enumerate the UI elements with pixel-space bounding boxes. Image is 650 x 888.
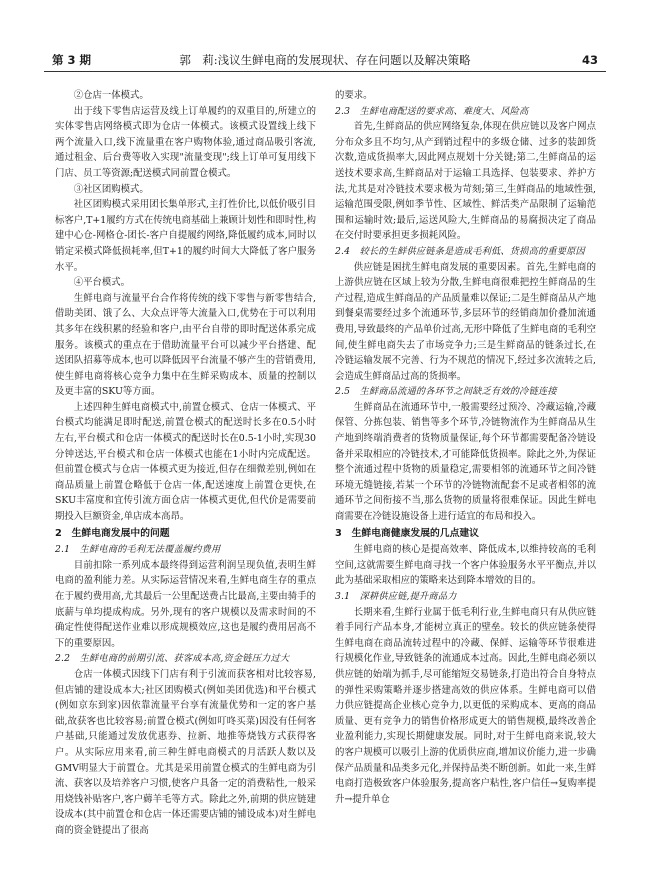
running-title: 郭 莉:浅议生鲜电商的发展现状、存在问题以及解决策略 bbox=[179, 53, 471, 67]
paragraph: 出于线下零售店运营及线上订单履约的双重目的,所建立的实体零售店网络模式即为仓店一体模式。该模式设置线上线下两个流量入口,线下流量重在客户购物体验,通过商品吸引客流,通过租金、后台费等收入实现"流量变现";线上订单可复用线下门店、员工等资源;配送模式同前置仓模式。 bbox=[55, 105, 316, 179]
subsection-heading: 2.5 生鲜商品流通的各环节之间缺乏有效的冷链连接 bbox=[335, 386, 557, 398]
subsection-heading: 3.1 深耕供应链,提升商品力 bbox=[335, 591, 457, 602]
paragraph: 长期来看,生鲜行业属于低毛利行业,生鲜电商只有从供应链着手同行产品本身,才能树立真正的壁垒。较长的供应链条使得生鲜电商在商品流转过程中的冷藏、保鲜、运输等环节很难进行规模化作业,导致链条的流通成本过高。因此,生鲜电商必须以供应链的始端为抓手,尽可能缩短交易链条,打造出符合自身特点的弹性采购策略并逐步搭建高效的供应体系。生鲜电商可以借力供应链提高企业核心竞争力,以更低的采购成本、更高的商品质量、更有竞争力的销售价格形成更大的销售规模,最终改善企业盈利能力,实现长期健康发展。同时,对于生鲜电商来说,较大的客户规模可以吸引上游的优质供应商,增加议价能力,进一步确保产品质量和品类多元化,并保持品类不断创新。如此一来,生鲜电商打造极致客户体验服务,提高客户粘性,客户信任→复购率提升→提升单仓 bbox=[335, 606, 596, 805]
subsection-heading: 2.4 较长的生鲜供应链条是造成毛利低、货损高的重要原因 bbox=[335, 245, 585, 257]
section-heading: 3 生鲜电商健康发展的几点建议 bbox=[335, 527, 479, 539]
subsection-heading: 2.1 生鲜电商的毛利无法覆盖履约费用 bbox=[55, 544, 221, 556]
page-header bbox=[44, 50, 606, 70]
paragraph: 首先,生鲜商品的供应网络复杂,体现在供应链以及客户网点分布众多且不均匀,从产到销过程中的多级仓储、过多的装卸货次数,造成货损率大,因此网点规划十分关键;第二,生鲜商品的运送技术要求高,生鲜商品对于运输工具选择、包装要求、养护方法,尤其是对冷链技术要求极为苛刻;第三,生鲜商品的地域性强,运输范围受限,例如季节性、区域性、鲜活类产品限制了运输范围和运输时效;最后,运送风险大,生鲜商品的易腐损决定了商品在交付时要承担更多损耗风险。 bbox=[335, 121, 596, 242]
paragraph: 生鲜商品在流通环节中,一般需要经过预冷、冷藏运输,冷藏保管、分拣包装、销售等多个环节,冷链物流作为生鲜商品从生产地到终端消费者的货物质量保证,每个环节都需要配备冷链设备并采取相应的冷链技术,才可能降低货损率。除此之外,为保证整个流通过程中货物的质量稳定,需要相邻的流通环节之间冷链环境无缝链接,若某一个环节的冷链物流配套不足或者相邻的流通环节之间衔接不当,那么货物的质量将很难保证。因此生鲜电商需要在冷链设施设备上进行适宜的布局和投入。 bbox=[335, 401, 596, 523]
paragraph: 生鲜电商与流量平台合作将传统的线下零售与新零售结合,借助美团、饿了么、大众点评等大流量入口,优势在于可以利用其多年在线积累的经验和客户,由平台自带的即时配送体系完成服务。该模式的重点在于借助流量平台可以减少平台搭建、配送团队招募等成本,也可以降低因平台流量不够产生的营销费用,使生鲜电商将核心竞争力集中在生鲜采购成本、质量的控制以及更丰富的SKU等方面。 bbox=[55, 292, 316, 398]
paragraph: 生鲜电商的核心是提高效率、降低成本,以维持较高的毛利空间,这就需要生鲜电商寻找一个客户体验服务水平平衡点,并以此为基础采取相应的策略来达到降本增效的目的。 bbox=[335, 544, 596, 587]
paragraph: 目前扣除一系列成本最终得到运营利润呈现负值,表明生鲜电商的盈利能力差。从实际运营情况来看,生鲜电商生存的重点在于履约费用高,尤其最后一公里配送费占比最高,主要由骑手的底薪与单均提成构成。另外,现有的客户规模以及需求时间的不确定性使得配送作业难以形成规模效应,这也是履约费用居高不下的重要原因。 bbox=[55, 559, 316, 649]
subsection-heading: 2.2 生鲜电商的前期引流、获客成本高,资金链压力过大 bbox=[55, 653, 290, 665]
page-number: 43 bbox=[581, 53, 598, 67]
paragraph: 的要求。 bbox=[335, 90, 373, 101]
paragraph: ④平台模式。 bbox=[73, 277, 131, 289]
right-column bbox=[335, 88, 596, 807]
header-rule bbox=[44, 71, 606, 72]
section-heading: 2 生鲜电商发展中的问题 bbox=[55, 527, 170, 539]
paragraph: 供应链是困扰生鲜电商发展的重要因素。首先,生鲜电商的上游供应链在区域上较为分散,生鲜电商很难把控生鲜商品的生产过程,造成生鲜商品的产品质量难以保证;二是生鲜商品从产地到餐桌需要经过多个流通环节,多层环节的经销商加价叠加流通费用,导致最终的产品单价过高,无形中降低了生鲜电商的毛利空间,使生鲜电商失去了市场竞争力;三是生鲜商品的链条过长,在冷链运输发展不完善、行为不规范的情况下,经过多次流转之后,会造成生鲜商品过高的货损率。 bbox=[335, 261, 596, 382]
issue-number: 第 3 期 bbox=[52, 53, 92, 67]
left-column bbox=[55, 88, 316, 839]
paragraph: 社区团购模式采用团长集单形式,主打性价比,以低价吸引目标客户,T+1履约方式在传统电商基础上兼顾计划性和即时性,构建中心仓-网格仓-团长-客户自提履约网络,降低履约成本,同时以销定采模式降低损耗率,但T+1的履约时间大大降低了客户服务水平。 bbox=[55, 199, 316, 273]
paragraph: ②仓店一体模式。 bbox=[73, 90, 149, 101]
paragraph: 仓店一体模式因线下门店有利于引流而获客相对比较容易,但店铺的建设成本大;社区团购模式(例如美团优选)和平台模式(例如京东到家)因依靠流量平台享有流量优势和一定的客户基础,故获客也比较容易;前置仓模式(例如叮咚买菜)因没有任何客户基础,只能通过发放优惠券、拉新、地推等烧钱方式获得客户。从实际应用来看,前三种生鲜电商模式的月活跃人数以及GMV明显大于前置仓。尤其是采用前置仓模式的生鲜电商为引流、获客以及培养客户习惯,使客户具备一定的消费粘性,一般采用烧钱补贴客户,客户薅羊毛等方式。除此之外,前期的供应链建设成本(其中前置仓和仓店一体还需要店铺的铺设成本)对生鲜电商的资金链提出了很高 bbox=[55, 668, 316, 836]
subsection-heading: 2.3 生鲜电商配送的要求高、难度大、风险高 bbox=[335, 105, 529, 117]
paragraph: ③社区团购模式。 bbox=[73, 183, 149, 195]
paragraph: 上述四种生鲜电商模式中,前置仓模式、仓店一体模式、平台模式均能满足即时配送,前置仓模式的配送时长多在0.5小时左右,平台模式和仓店一体模式的配送时长在0.5-1小时,实现30分钟送达,平台模式和仓店一体模式也能在1小时内完成配送。但前置仓模式与仓店一体模式更为接近,但存在细微差别,例如在商品质量上前置仓略低于仓店一体,配送速度上前置仓更快,在SKU丰富度和宜传引流方面仓店一体模式更优,但代价是需要前期投入巨额资金,单店成本高昂。 bbox=[55, 401, 316, 523]
